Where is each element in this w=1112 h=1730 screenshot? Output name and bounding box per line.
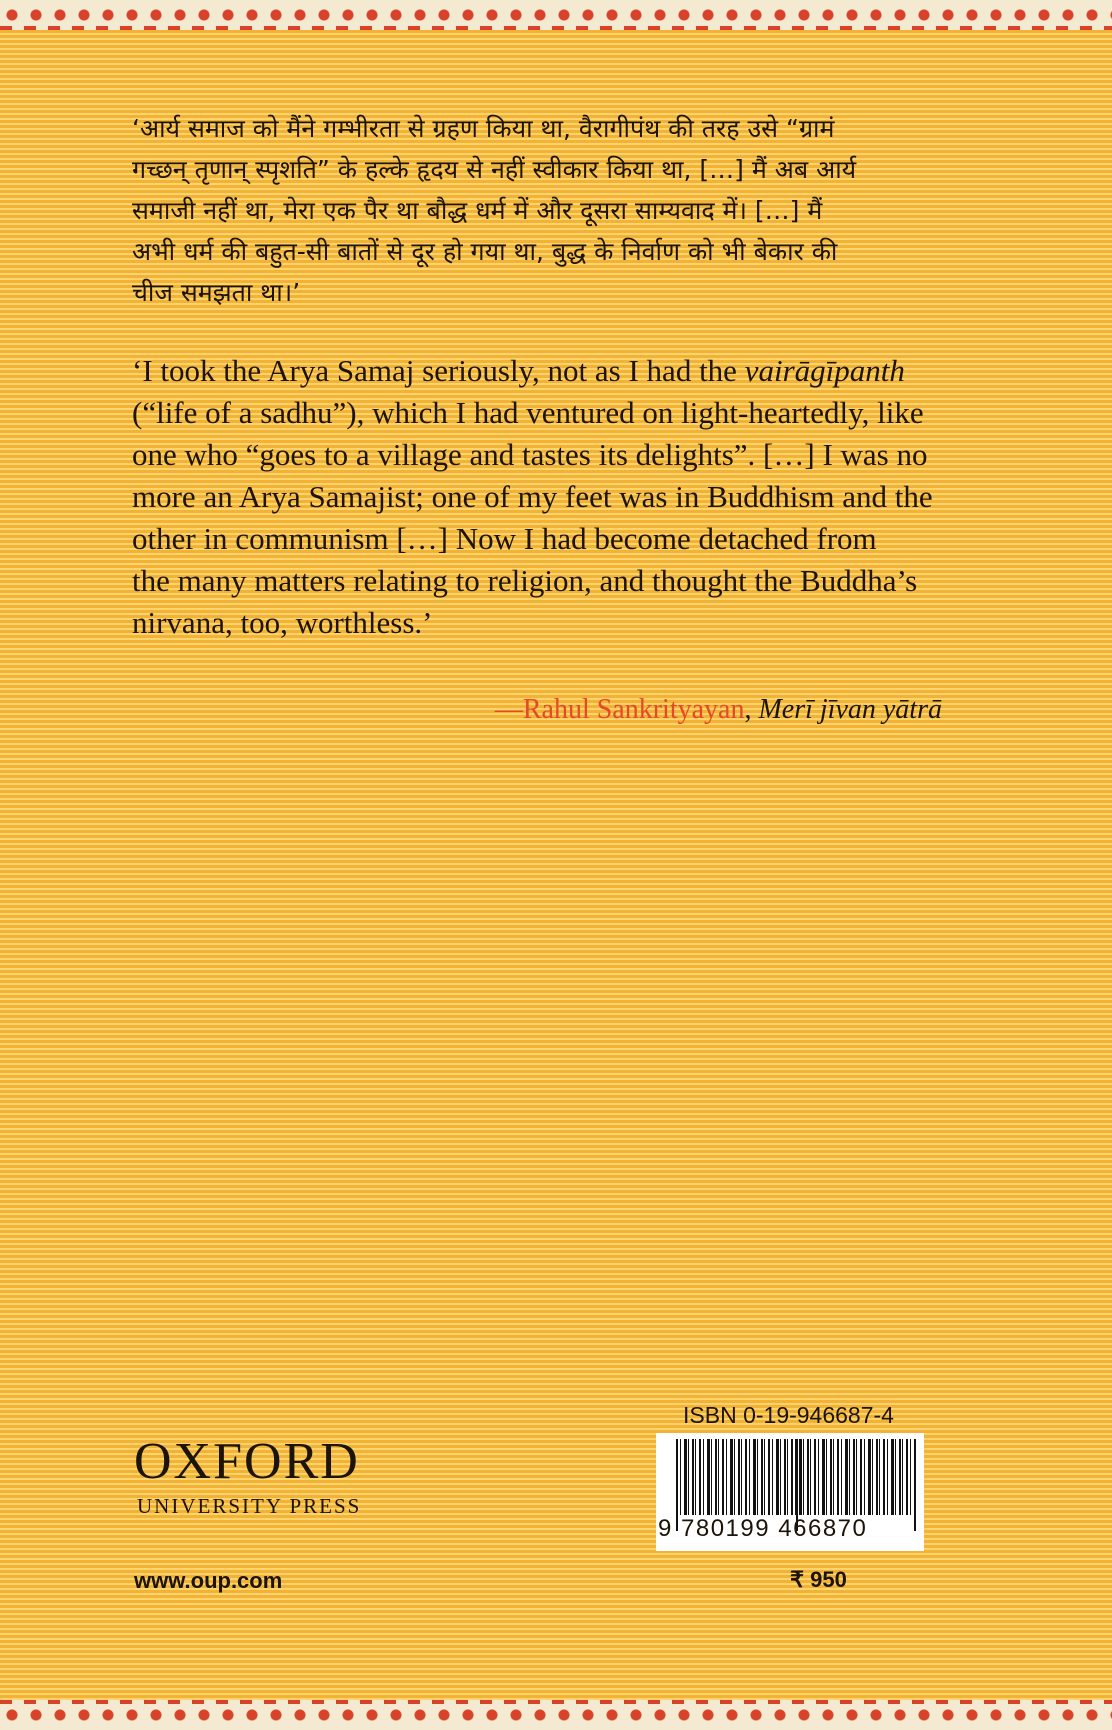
- publisher-url[interactable]: www.oup.com: [134, 1568, 283, 1593]
- hindi-quote-line: चीज समझता था।’: [132, 278, 301, 307]
- english-quote: [132, 350, 1012, 644]
- oxford-logo: [134, 1434, 414, 1519]
- top-decorative-border: [0, 0, 1112, 30]
- hindi-quote-line: अभी धर्म की बहुत-सी बातों से दूर हो गया था, बुद्ध के निर्वाण को भी बेकार की: [132, 237, 838, 266]
- isbn-label: ISBN 0-19-946687-4: [683, 1402, 894, 1428]
- barcode-bars: [676, 1439, 916, 1515]
- english-quote-line: one who “goes to a village and tastes its delights”. […] I was no: [132, 437, 928, 472]
- english-quote-line: nirvana, too, worthless.’: [132, 605, 433, 640]
- english-quote-line: more an Arya Samajist; one of my feet was in Buddhism and the: [132, 479, 933, 514]
- hindi-quote-line: समाजी नहीं था, मेरा एक पैर था बौद्ध धर्म में और दूसरा साम्यवाद में। […] मैं: [132, 196, 823, 225]
- publisher-subtitle: UNIVERSITY PRESS: [137, 1494, 362, 1518]
- author-name: —Rahul Sankrityayan: [494, 694, 745, 725]
- hindi-quote-line: गच्छन् तृणान् स्पृशति” के हल्के हृदय से नहीं स्वीकार किया था, […] मैं अब आर्य: [132, 155, 857, 184]
- english-quote-line: (“life of a sadhu”), which I had ventured on light-heartedly, like: [132, 395, 924, 430]
- barcode: [656, 1433, 924, 1551]
- hindi-quote-line: ‘आर्य समाज को मैंने गम्भीरता से ग्रहण किया था, वैरागीपंथ की तरह उसे “ग्रामं: [132, 114, 835, 143]
- work-title: Merī jīvan yātrā: [758, 694, 942, 725]
- english-quote-line: ‘I took the Arya Samaj seriously, not as I had the vairāgīpanth: [132, 353, 905, 388]
- english-quote-line: the many matters relating to religion, and thought the Buddha’s: [132, 563, 918, 598]
- english-quote-line: other in communism […] Now I had become detached from: [132, 521, 877, 556]
- publisher-name: OXFORD: [134, 1433, 360, 1490]
- barcode-digits: 9 780199 466870: [658, 1515, 868, 1542]
- hindi-quote: [132, 108, 952, 313]
- price-label: ₹ 950: [790, 1567, 847, 1592]
- vairagipanth-term: vairāgīpanth: [744, 353, 905, 388]
- bottom-decorative-border: [0, 1700, 1112, 1730]
- quote-attribution: —Rahul Sankrityayan, Merī jīvan yātrā: [494, 694, 942, 725]
